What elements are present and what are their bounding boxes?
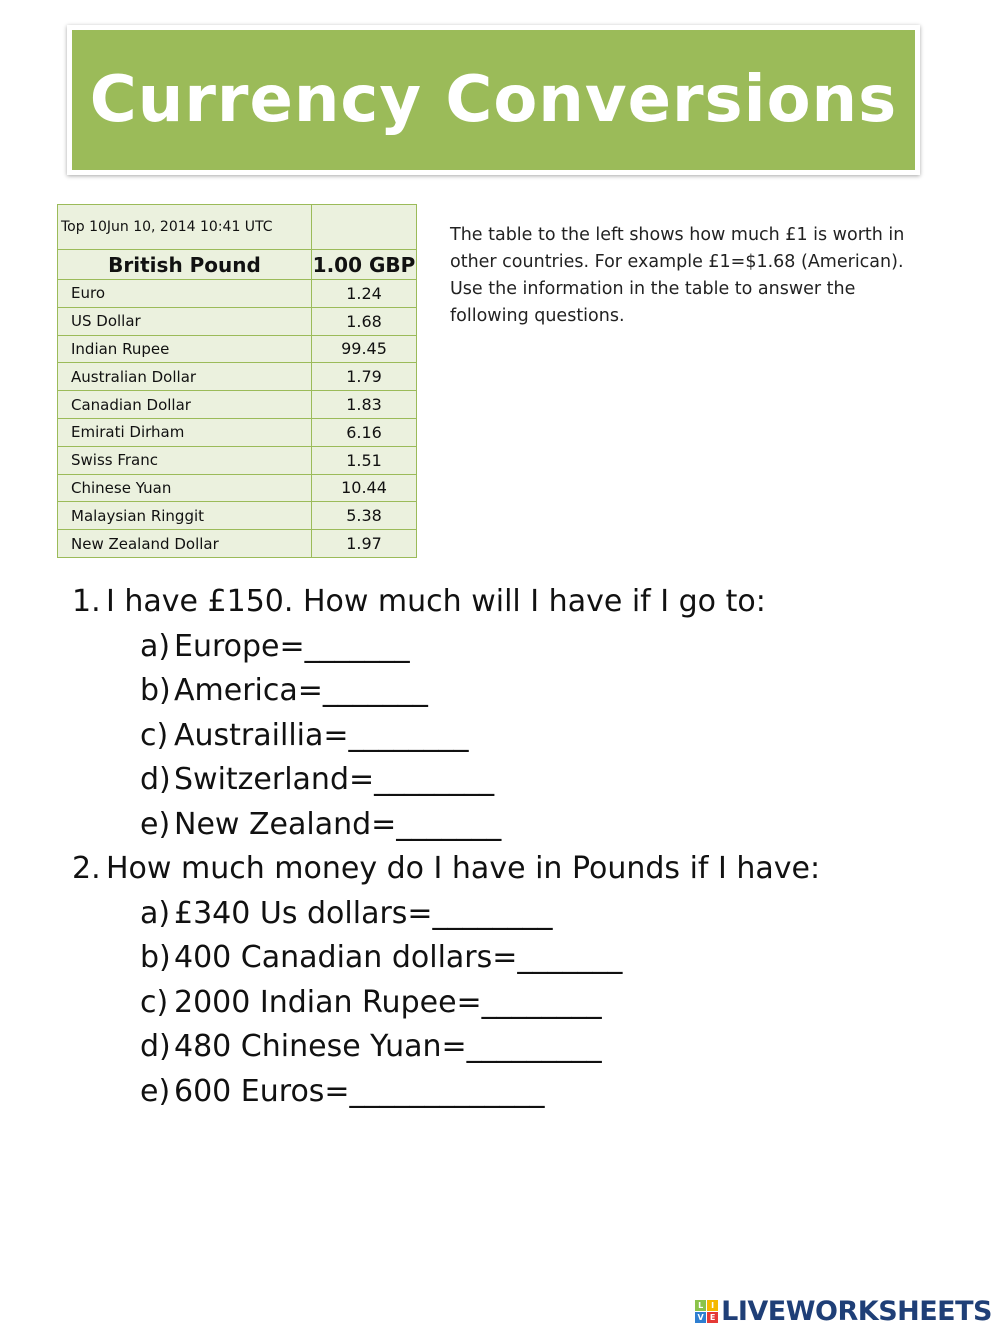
logo-letter: L	[695, 1300, 706, 1311]
table-row	[58, 418, 417, 446]
part-label: a)	[140, 628, 171, 664]
currency-name: Euro	[58, 280, 312, 308]
currency-name: Malaysian Ringgit	[58, 502, 312, 530]
currency-rate: 1.51	[312, 446, 417, 474]
currency-name: Chinese Yuan	[58, 474, 312, 502]
liveworksheets-logo	[695, 1296, 992, 1327]
title-banner	[67, 25, 920, 175]
question	[72, 580, 820, 625]
part-text: Austraillia=________	[174, 717, 469, 753]
currency-rate: 1.68	[312, 307, 417, 335]
currency-name: Canadian Dollar	[58, 391, 312, 419]
table-row	[58, 363, 417, 391]
question-part	[72, 892, 820, 937]
logo-text: LIVEWORKSHEETS	[721, 1296, 992, 1327]
currency-rate: 1.97	[312, 530, 417, 558]
currency-name: New Zealand Dollar	[58, 530, 312, 558]
logo-letter: I	[707, 1300, 718, 1311]
part-text: 2000 Indian Rupee=________	[174, 984, 602, 1020]
part-text: New Zealand=_______	[174, 806, 502, 842]
currency-rate: 1.24	[312, 280, 417, 308]
part-text: America=_______	[174, 673, 428, 708]
table-row	[58, 530, 417, 558]
part-text: 400 Canadian dollars=_______	[174, 940, 623, 975]
table-row	[58, 474, 417, 502]
table-row	[58, 446, 417, 474]
page-title: Currency Conversions	[89, 63, 898, 137]
question-part	[72, 981, 820, 1026]
question-number: 1.	[72, 584, 101, 619]
logo-letter: V	[695, 1312, 706, 1323]
currency-name: Australian Dollar	[58, 363, 312, 391]
table-row	[58, 335, 417, 363]
currency-rate: 10.44	[312, 474, 417, 502]
questions	[72, 580, 820, 1114]
question-part	[72, 1025, 820, 1070]
question-part	[72, 936, 820, 981]
part-text: Europe=_______	[174, 628, 410, 664]
question-number: 2.	[72, 851, 101, 886]
timestamp: Top 10Jun 10, 2014 10:41 UTC	[58, 205, 312, 250]
question-part	[72, 669, 820, 714]
part-label: e)	[140, 806, 171, 842]
currency-name: Emirati Dirham	[58, 418, 312, 446]
table-row	[58, 280, 417, 308]
base-currency: British Pound	[58, 250, 312, 280]
question-text: I have £150. How much will I have if I go to:	[106, 584, 766, 619]
part-label: c)	[140, 984, 169, 1020]
currency-name: US Dollar	[58, 307, 312, 335]
part-label: b)	[140, 673, 171, 708]
description: The table to the left shows how much £1 is worth in other countries. For example £1=$1.68 (American). Use the information in the table to answer the following questions.	[450, 225, 905, 326]
currency-rate: 6.16	[312, 418, 417, 446]
part-text: 480 Chinese Yuan=_________	[174, 1029, 602, 1064]
currency-rate: 1.83	[312, 391, 417, 419]
base-value: 1.00 GBP	[312, 250, 417, 280]
part-label: d)	[140, 1029, 171, 1064]
logo-letter: E	[707, 1312, 718, 1323]
part-label: c)	[140, 717, 169, 753]
table-row	[58, 502, 417, 530]
currency-rate: 99.45	[312, 335, 417, 363]
logo-icon	[695, 1300, 718, 1323]
part-text: Switzerland=________	[174, 762, 495, 797]
part-label: d)	[140, 762, 171, 797]
part-label: a)	[140, 895, 171, 931]
question-part	[72, 803, 820, 848]
part-text: £340 Us dollars=________	[174, 895, 553, 931]
currency-table	[57, 204, 417, 558]
currency-rate: 5.38	[312, 502, 417, 530]
question-part	[72, 1070, 820, 1115]
question-part	[72, 758, 820, 803]
part-text: 600 Euros=_____________	[174, 1073, 545, 1109]
currency-name: Swiss Franc	[58, 446, 312, 474]
question-part	[72, 714, 820, 759]
part-label: b)	[140, 940, 171, 975]
question-part	[72, 625, 820, 670]
question	[72, 847, 820, 892]
part-label: e)	[140, 1073, 171, 1109]
currency-name: Indian Rupee	[58, 335, 312, 363]
question-text: How much money do I have in Pounds if I have:	[106, 851, 821, 886]
table-row	[58, 307, 417, 335]
currency-rate: 1.79	[312, 363, 417, 391]
table-row	[58, 391, 417, 419]
